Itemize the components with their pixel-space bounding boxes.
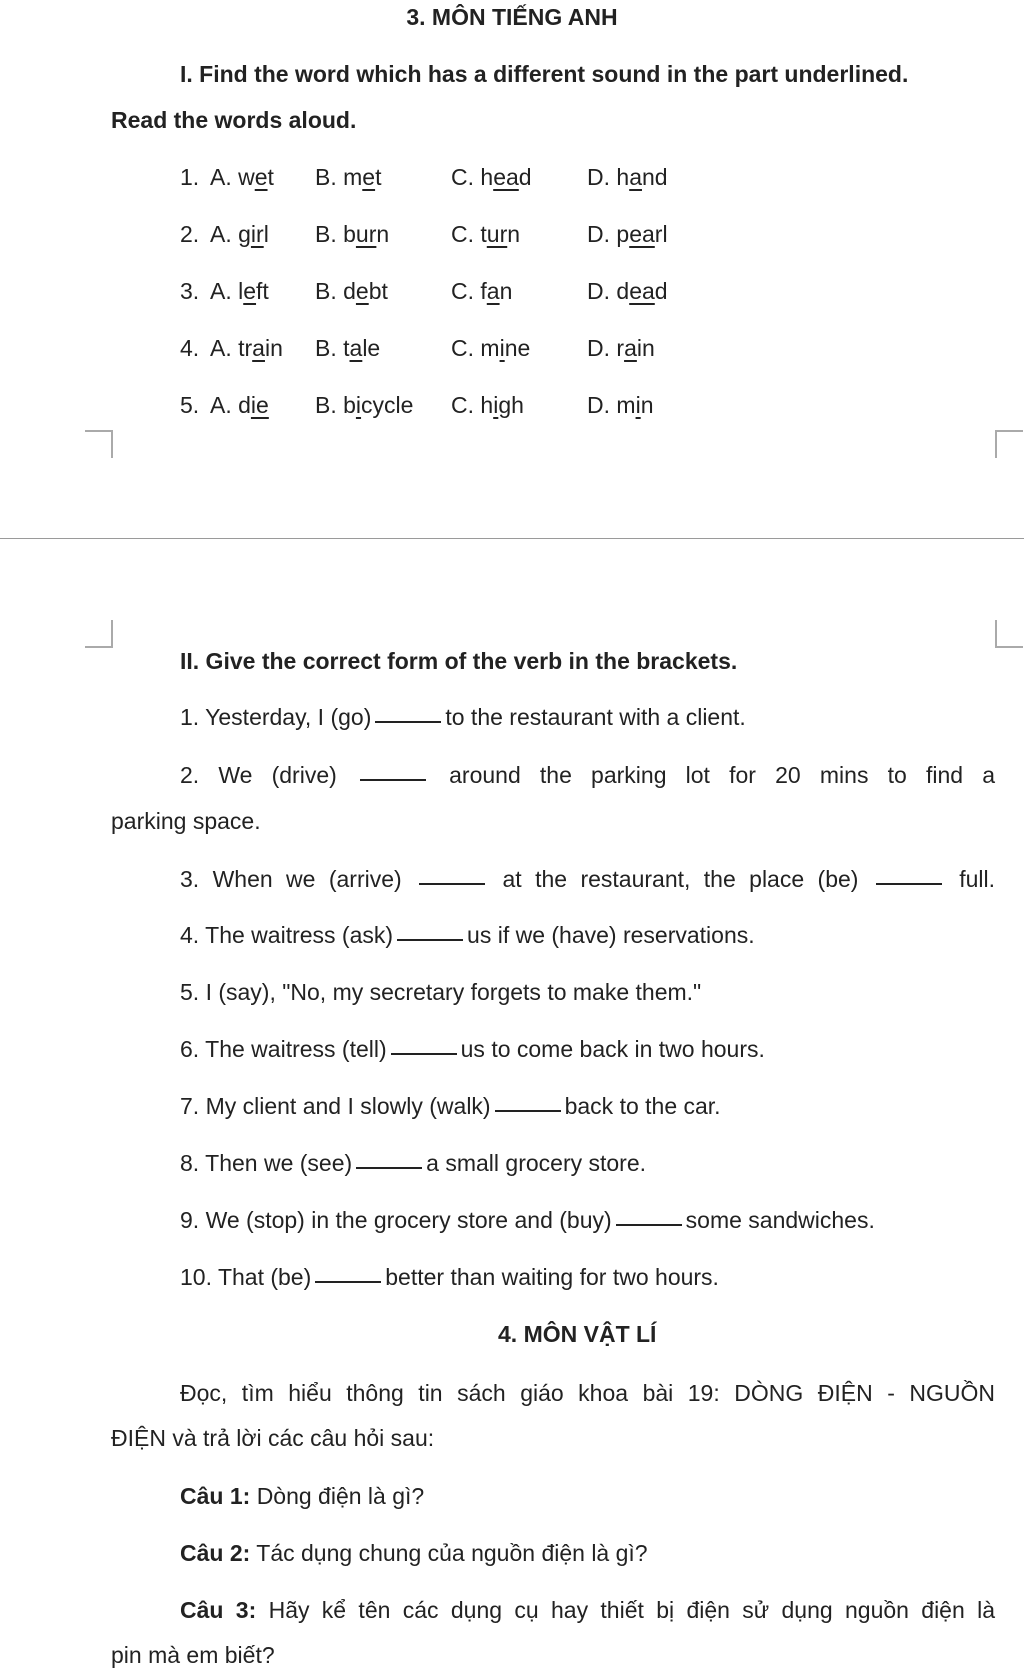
physics-question-1: Câu 1: Dòng điện là gì? — [180, 1483, 425, 1509]
part2-question-4: 4. The waitress (ask) us if we (have) reservations. — [180, 922, 755, 948]
answer-option: A. girl — [210, 221, 269, 247]
physics-intro-line2: ĐIỆN và trả lời các câu hỏi sau: — [111, 1425, 435, 1451]
answer-option: D. rain — [587, 335, 655, 361]
part2-question-8: 8. Then we (see) a small grocery store. — [180, 1150, 647, 1176]
part2-question-9: 9. We (stop) in the grocery store and (buy) some sandwiches. — [180, 1207, 875, 1233]
part2-question-10: 10. That (be) better than waiting for two hours. — [180, 1264, 719, 1290]
answer-blank — [360, 778, 426, 781]
question-number: 3. — [180, 278, 200, 304]
answer-option: A. train — [210, 335, 283, 361]
underlined-sound: e — [243, 278, 257, 304]
answer-option: C. turn — [451, 221, 521, 247]
underlined-sound: ea — [629, 278, 655, 304]
answer-blank — [391, 1052, 457, 1055]
physics-heading: 4. MÔN VẬT LÍ — [498, 1321, 657, 1347]
underlined-sound: ur — [355, 221, 377, 247]
answer-blank — [356, 1166, 422, 1169]
answer-option: C. fan — [451, 278, 513, 304]
underlined-sound: a — [629, 164, 642, 190]
question-number: 1. — [180, 164, 200, 190]
english-heading: 3. MÔN TIẾNG ANH — [406, 4, 618, 30]
underlined-sound: a — [624, 335, 637, 361]
underlined-sound: e — [362, 164, 376, 190]
physics-intro-line1: Đọc, tìm hiểu thông tin sách giáo khoa bài 19: DÒNG ĐIỆN - NGUỒN — [180, 1380, 995, 1406]
answer-option: C. high — [451, 392, 524, 418]
part2-question-6: 6. The waitress (tell) us to come back in two hours. — [180, 1036, 765, 1062]
underlined-sound: ir — [250, 221, 264, 247]
underlined-sound: i — [635, 392, 641, 418]
question-number: 5. — [180, 392, 200, 418]
question-number: 2. — [180, 221, 200, 247]
answer-option: C. head — [451, 164, 532, 190]
answer-option: D. pearl — [587, 221, 668, 247]
answer-blank — [616, 1223, 682, 1226]
underlined-sound: a — [252, 335, 265, 361]
answer-option: D. min — [587, 392, 654, 418]
underlined-sound: e — [254, 164, 268, 190]
part2-question-2: 2. We (drive) around the parking lot for 20 mins to find a — [180, 762, 996, 788]
underlined-sound: ea — [629, 221, 655, 247]
answer-option: C. mine — [451, 335, 531, 361]
physics-question-2: Câu 2: Tác dụng chung của nguồn điện là gì? — [180, 1540, 648, 1566]
underlined-sound: i — [493, 392, 499, 418]
underlined-sound: a — [349, 335, 363, 361]
underlined-sound: i — [499, 335, 505, 361]
underlined-sound: a — [486, 278, 500, 304]
part2-question-2-continued: parking space. — [111, 808, 261, 834]
answer-option: D. hand — [587, 164, 668, 190]
answer-option: B. bicycle — [315, 392, 414, 418]
part2-question-3: 3. When we (arrive) at the restaurant, the place (be) full. — [180, 866, 996, 892]
physics-question-3: Câu 3: Hãy kể tên các dụng cụ hay thiết bị điện sử dụng nguồn điện là — [180, 1597, 995, 1623]
answer-option: A. wet — [210, 164, 274, 190]
underlined-sound: i — [355, 392, 362, 418]
answer-blank — [419, 882, 485, 885]
underlined-sound: e — [355, 278, 369, 304]
part2-instruction: II. Give the correct form of the verb in the brackets. — [180, 648, 738, 674]
underlined-sound: ie — [250, 392, 269, 418]
underlined-sound: ea — [493, 164, 519, 190]
answer-option: A. die — [210, 392, 269, 418]
part2-question-5: 5. I (say), "No, my secretary forgets to make them." — [180, 979, 702, 1005]
answer-blank — [397, 938, 463, 941]
question-number: 4. — [180, 335, 200, 361]
page-corner-mark — [85, 430, 113, 458]
answer-blank — [315, 1280, 381, 1283]
part1-instruction-line1: I. Find the word which has a different sound in the part underlined. — [180, 61, 909, 87]
answer-blank — [876, 882, 942, 885]
answer-option: B. tale — [315, 335, 381, 361]
page-corner-mark — [995, 430, 1023, 458]
answer-blank — [495, 1109, 561, 1112]
underlined-sound: ur — [486, 221, 508, 247]
answer-option: D. dead — [587, 278, 668, 304]
part1-instruction-line2: Read the words aloud. — [111, 107, 357, 133]
physics-question-3-continued: pin mà em biết? — [111, 1642, 275, 1668]
answer-blank — [375, 720, 441, 723]
answer-option: B. burn — [315, 221, 390, 247]
answer-option: A. left — [210, 278, 269, 304]
answer-option: B. debt — [315, 278, 388, 304]
part2-question-7: 7. My client and I slowly (walk) back to the car. — [180, 1093, 721, 1119]
page-corner-mark — [85, 620, 113, 648]
page-break-divider — [0, 538, 1024, 539]
page-corner-mark — [995, 620, 1023, 648]
answer-option: B. met — [315, 164, 382, 190]
part2-question-1: 1. Yesterday, I (go) to the restaurant with a client. — [180, 704, 746, 730]
